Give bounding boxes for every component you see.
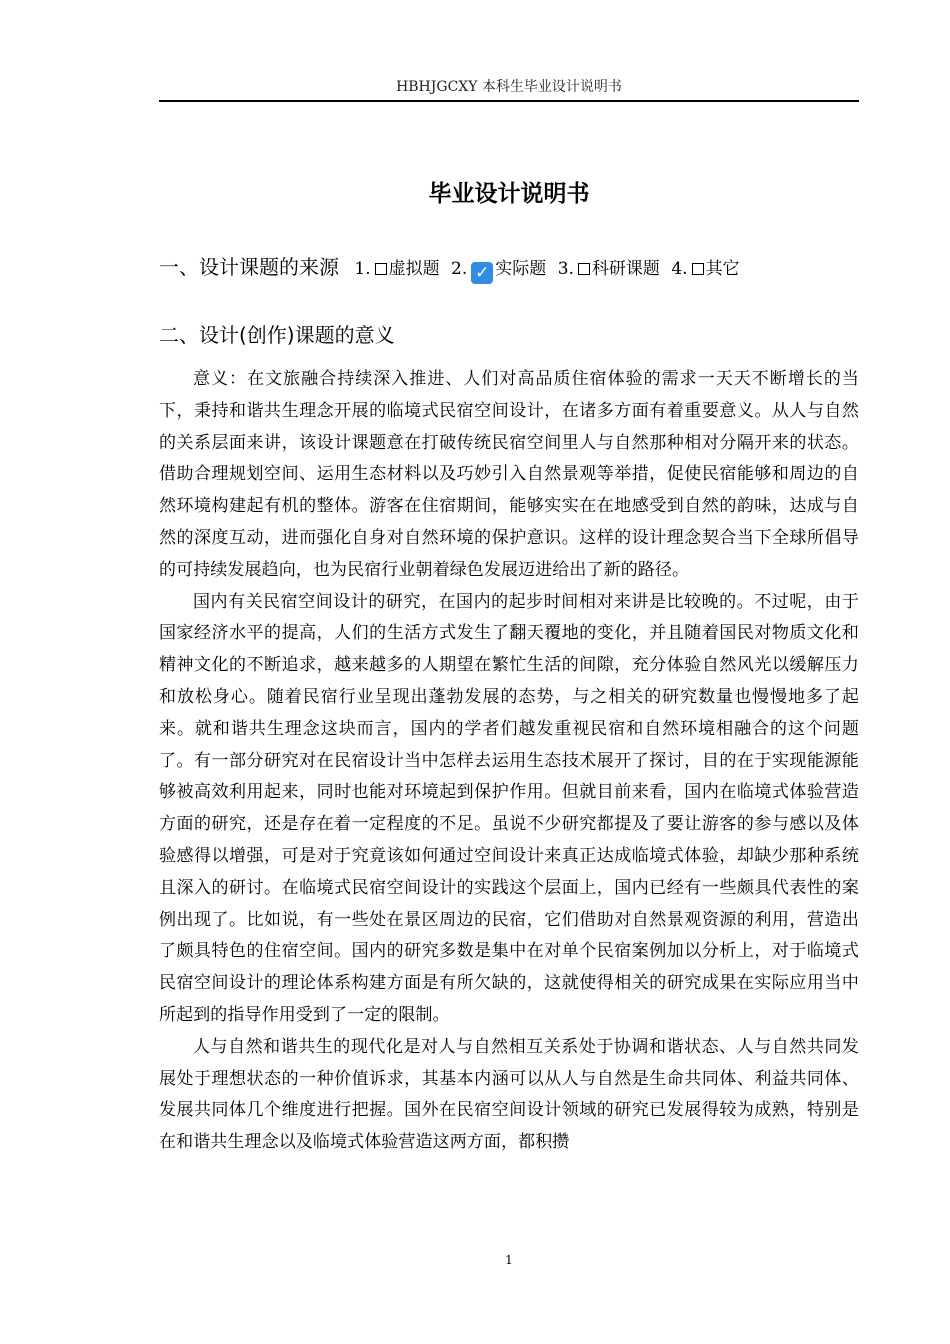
option-virtual[interactable]	[354, 259, 445, 279]
paragraph: 国内有关民宿空间设计的研究，在国内的起步时间相对来讲是比较晚的。不过呢，由于国家经济水平的提高，人们的生活方式发生了翻天覆地的变化，并且随着国民对物质文化和精神文化的不断追求，越来越多的人期望在繁忙生活的间隙，充分体验自然风光以缓解压力和放松身心。随着民宿行业呈现出蓬勃发展的态势，与之相关的研究数量也慢慢地多了起来。就和谐共生理念这块而言，国内的学者们越发重视民宿和自然环境相融合的这个问题了。有一部分研究对在民宿设计当中怎样去运用生态技术展开了探讨，目的在于实现能源能够被高效利用起来，同时也能对环境起到保护作用。但就目前来看，国内在临境式体验营造方面的研究，还是存在着一定程度的不足。虽说不少研究都提及了要让游客的参与感以及体验感得以增强，可是对于究竟该如何通过空间设计来真正达成临境式体验，却缺少那种系统且深入的研讨。在临境式民宿空间设计的实践这个层面上，国内已经有一些颇具代表性的案例出现了。比如说，有一些处在景区周边的民宿，它们借助对自然景观资源的利用，营造出了颇具特色的住宿空间。国内的研究多数是集中在对单个民宿案例加以分析上，对于临境式民宿空间设计的理论体系构建方面是有所欠缺的，这就使得相关的研究成果在实际应用当中所起到的指导作用受到了一定的限制。	[159, 591, 859, 1025]
option-number: 4.	[671, 259, 688, 279]
page-number: 1	[505, 1253, 513, 1267]
option-other[interactable]	[671, 259, 739, 279]
checked-box-icon: ✓	[471, 262, 493, 284]
section-source	[159, 252, 859, 282]
page-header: HBHJGCXY 本科生毕业设计说明书	[396, 79, 622, 95]
option-label: 科研课题	[591, 259, 660, 279]
option-actual[interactable]	[451, 259, 552, 283]
body-text	[159, 364, 859, 1159]
unchecked-box-icon	[375, 263, 387, 275]
option-label: 其它	[705, 259, 740, 279]
option-label: 实际题	[495, 259, 547, 279]
document-title: 毕业设计说明书	[428, 181, 590, 207]
section-source-heading: 一、设计课题的来源	[159, 255, 339, 279]
option-number: 1.	[354, 259, 371, 279]
header-divider	[159, 100, 859, 102]
option-number: 2.	[451, 259, 468, 279]
option-number: 3.	[557, 259, 574, 279]
option-label: 虚拟题	[388, 259, 440, 279]
paragraph: 意义：在文旅融合持续深入推进、人们对高品质住宿体验的需求一天天不断增长的当下，秉持和谐共生理念开展的临境式民宿空间设计，在诸多方面有着重要意义。从人与自然的关系层面来讲，该设计课题意在打破传统民宿空间里人与自然那种相对分隔开来的状态。借助合理规划空间、运用生态材料以及巧妙引入自然景观等举措，促使民宿能够和周边的自然环境构建起有机的整体。游客在住宿期间，能够实实在在地感受到自然的韵味，达成与自然的深度互动，进而强化自身对自然环境的保护意识。这样的设计理念契合当下全球所倡导的可持续发展趋向，也为民宿行业朝着绿色发展迈进给出了新的路径。	[159, 369, 859, 580]
unchecked-box-icon	[692, 263, 704, 275]
unchecked-box-icon	[578, 263, 590, 275]
paragraph: 人与自然和谐共生的现代化是对人与自然相互关系处于协调和谐状态、人与自然共同发展处于理想状态的一种价值诉求，其基本内涵可以从人与自然是生命共同体、利益共同体、发展共同体几个维度进行把握。国外在民宿空间设计领域的研究已发展得较为成熟，特别是在和谐共生理念以及临境式体验营造这两方面，都积攒	[159, 1036, 859, 1153]
section-significance-heading: 二、设计(创作)课题的意义	[159, 323, 395, 347]
option-research[interactable]	[558, 259, 666, 279]
